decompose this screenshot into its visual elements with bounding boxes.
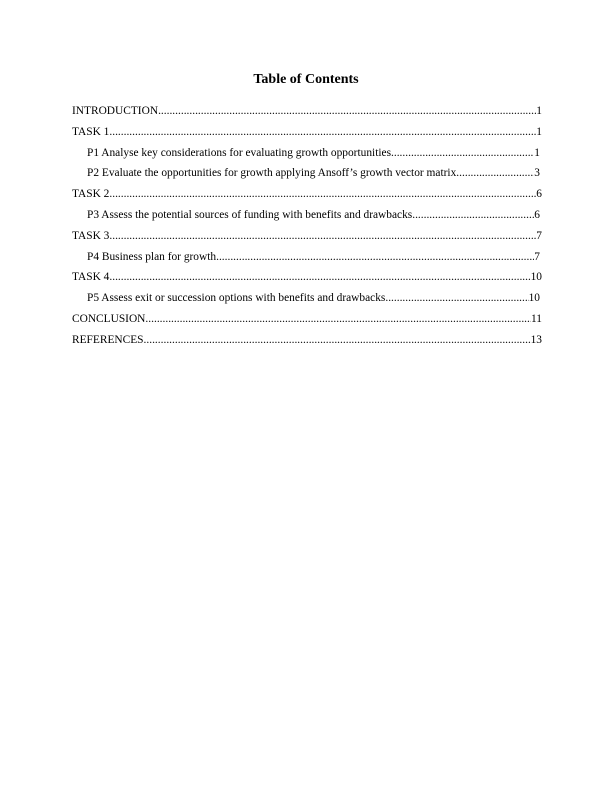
- toc-page-number: 6: [534, 208, 540, 221]
- toc-page-number: 11: [531, 312, 542, 325]
- toc-entry-text: TASK 1: [72, 125, 110, 138]
- toc-dot-leader: [412, 205, 534, 226]
- toc-dot-leader: [109, 226, 536, 247]
- toc-entry-text: CONCLUSION: [72, 312, 146, 325]
- toc-entry-text: P5 Assess exit or succession options with benefits and drawbacks: [87, 292, 386, 305]
- toc-entry-p2[interactable]: [72, 163, 540, 184]
- toc-entry-text: TASK 3: [72, 229, 110, 242]
- toc-entry-p1[interactable]: [72, 143, 540, 164]
- toc-entry-introduction[interactable]: [72, 101, 542, 122]
- toc-dot-leader: [145, 309, 531, 330]
- toc-entry-task-1[interactable]: [72, 122, 542, 143]
- toc-list: [72, 101, 542, 351]
- toc-title: Table of Contents: [253, 72, 359, 87]
- toc-entry-task-3[interactable]: [72, 226, 542, 247]
- toc-entry-text: INTRODUCTION: [72, 105, 159, 117]
- toc-dot-leader: [109, 122, 536, 143]
- toc-entry-p3[interactable]: [72, 205, 540, 226]
- toc-entry-text: TASK 2: [72, 188, 110, 201]
- toc-page-number: 1: [536, 125, 542, 138]
- toc-entry-references[interactable]: [72, 330, 542, 351]
- toc-entry-task-4[interactable]: [72, 267, 542, 288]
- toc-page-number: 1: [536, 105, 542, 117]
- toc-page-number: 10: [528, 292, 540, 305]
- toc-dot-leader: [216, 247, 534, 268]
- toc-dot-leader: [391, 143, 534, 164]
- toc-page-number: 7: [534, 250, 540, 263]
- toc-dot-leader: [144, 330, 531, 351]
- toc-entry-text: P1 Analyse key considerations for evaluating growth opportunities: [87, 146, 392, 159]
- toc-entry-text: P4 Business plan for growth: [87, 250, 217, 263]
- toc-dot-leader: [456, 163, 534, 184]
- toc-dot-leader: [109, 184, 536, 205]
- toc-page-number: 13: [530, 333, 542, 346]
- toc-entry-text: P3 Assess the potential sources of funding with benefits and drawbacks: [87, 208, 413, 221]
- toc-page-number: 7: [536, 229, 542, 242]
- toc-page-number: 6: [536, 188, 542, 201]
- toc-dot-leader: [385, 288, 528, 309]
- toc-entry-task-2[interactable]: [72, 184, 542, 205]
- toc-entry-conclusion[interactable]: [72, 309, 542, 330]
- toc-entry-p4[interactable]: [72, 247, 540, 268]
- toc-entry-text: TASK 4: [72, 271, 110, 284]
- toc-entry-text: REFERENCES: [72, 333, 144, 346]
- toc-dot-leader: [158, 101, 536, 122]
- toc-page-number: 3: [534, 167, 540, 180]
- toc-entry-p5[interactable]: [72, 288, 540, 309]
- toc-entry-text: P2 Evaluate the opportunities for growth applying Ansoff’s growth vector matrix: [87, 167, 457, 180]
- toc-page-number: 10: [530, 271, 542, 284]
- toc-page-number: 1: [534, 146, 540, 159]
- toc-dot-leader: [109, 267, 530, 288]
